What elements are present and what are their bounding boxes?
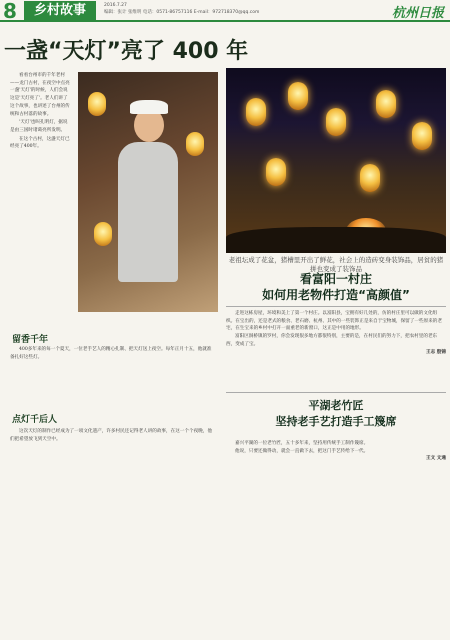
editor-contact: 编辑：张计 张维明 电话：0571-86757116 E-mail：972718370@qq.com <box>104 10 260 15</box>
page-number: 8 <box>3 0 17 23</box>
masthead <box>0 0 450 22</box>
intro-paragraph: 看看台州市的千年老村——龙门古村，在夜空中点亮一盏'天灯'的时候，人们会说这是'天灯亮了'。老人们讲了这个故事，也讲述了台州的传统和古村落的故事。 <box>10 73 70 117</box>
subhead-heritage: 留香千年 <box>12 335 49 345</box>
subhead-paragraph: 这次天灯的制作已经成为了一项文化遗产，许多村民还记得老人讲的故事，在这一个个夜晚，他们把希望放飞到天空中。 <box>10 429 212 442</box>
bamboo-title-line2: 坚持老手艺打造手工篾席 <box>275 415 397 428</box>
sky-lantern-photo <box>226 68 446 253</box>
masthead-meta <box>104 2 259 16</box>
article-deck: 老祖坛成了花盆，猪槽里开出了鲜花，社会上的造砖变身装饰品，居贫的猪拼也变成了装饰品 <box>228 256 444 273</box>
intro-paragraph: '天灯'也叫孔明灯，据说是由三国时诸葛亮所发明。 <box>10 120 68 133</box>
issue-date: 2016.7.27 <box>104 3 127 8</box>
article-byline: 王志 殷锦 <box>426 349 446 355</box>
lantern-maker-photo <box>78 72 218 312</box>
article-paragraph: 走进这栋房屋，环境和美上了第一个村庄。以富阳县，宝拥有好几处的，仿的村庄里可以做的文化组织。在宝出的，还是老式的粮食、老石磨、杭州、其中的一些装饰正是来自于宝物城，保留了一些原来的老宅，在生宝来的乡村中打开一面重老的新窗口，这正是中用的地形。 <box>226 311 442 332</box>
subhead-lighting: 点灯千后人 <box>12 415 58 425</box>
bamboo-byline: 王文 文通 <box>426 456 446 462</box>
intro-paragraph: 在这个古村，这盏天灯已经亮了400年。 <box>10 136 70 150</box>
subhead-lighting-text <box>10 428 216 443</box>
bamboo-article-body <box>226 440 446 461</box>
article-title-line1: 看富阳一村庄 <box>299 272 372 286</box>
subhead-paragraph: 400多年来的每一个夏天，一位老手艺人的精心扎制、把天灯送上夜空。每年正月十五，他就准备扎好这些灯。 <box>10 347 212 360</box>
paper-name-logo: 杭州日报 <box>391 6 444 21</box>
main-headline: 一盏“天灯”亮了 400 年 <box>4 39 249 64</box>
divider <box>226 392 446 393</box>
bamboo-paragraph: 他说，只要还做得动，就会一直做下去，把这门手艺传给下一代。 <box>235 448 369 454</box>
bamboo-paragraph: 嘉兴平湖的一位老竹匠，五十多年来，坚持用传统手工制作篾席。 <box>235 441 369 446</box>
article-body <box>226 310 446 355</box>
section-title: 乡村故事 <box>24 1 96 20</box>
divider <box>226 306 446 307</box>
subhead-heritage-text <box>10 346 216 361</box>
article-title-line2: 如何用老物件打造“高颜值” <box>262 288 410 302</box>
article-paragraph: 富阳区洞桥镇的罗村，你会发现很多地方都很特别，主要的是，在村民们的努力下，把农村里的老东西，变成了宝。 <box>226 334 438 347</box>
bamboo-title-line1: 平湖老竹匠 <box>308 399 364 412</box>
intro-column <box>10 72 70 152</box>
